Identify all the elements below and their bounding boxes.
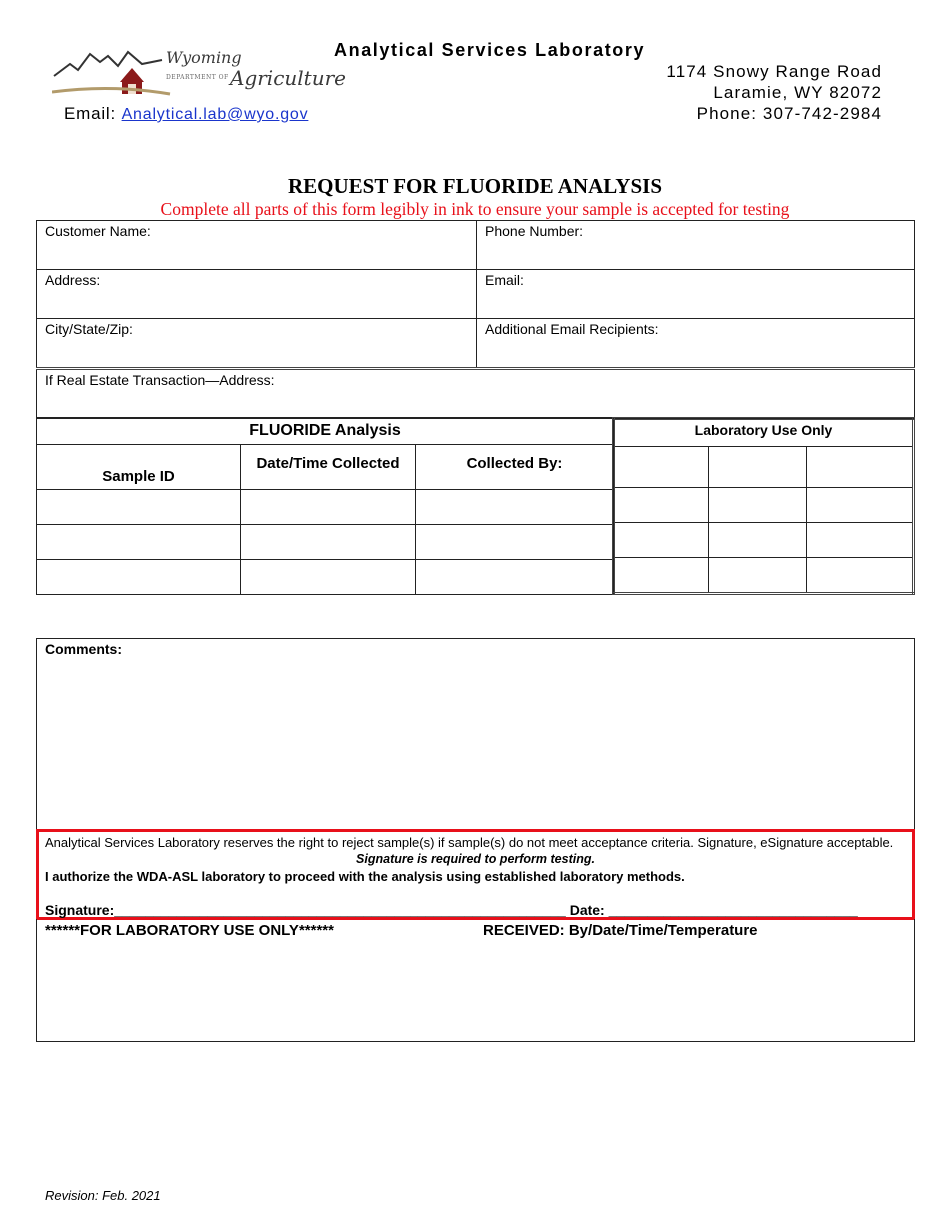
city-state-zip-field[interactable] [37, 319, 477, 369]
rejection-disclaimer: Analytical Services Laboratory reserves the right to reject sample(s) if sample(s) do not meet acceptance criteria. Signature, eSignature acceptable. [45, 835, 894, 850]
email-label: Email: [64, 104, 117, 123]
collected-by-cell[interactable] [416, 525, 614, 560]
sample-id-cell[interactable] [37, 560, 241, 595]
signature-required-note: Signature is required to perform testing. [356, 852, 595, 866]
email-line [64, 104, 308, 124]
phone-number: Phone: 307-742-2984 [696, 104, 882, 123]
customer-info-table [36, 220, 915, 419]
address-city: Laramie, WY 82072 [713, 83, 882, 102]
real-estate-address-field[interactable] [37, 369, 915, 419]
address-field[interactable] [37, 270, 477, 319]
date-time-cell[interactable] [241, 560, 416, 595]
fluoride-sample-table [36, 417, 614, 595]
signature-section [36, 829, 915, 920]
col-sample-id: Sample ID [37, 445, 241, 490]
date-time-cell[interactable] [241, 525, 416, 560]
fluoride-analysis-heading: FLUORIDE Analysis [37, 418, 614, 445]
form-title: REQUEST FOR FLUORIDE ANALYSIS [287, 174, 663, 198]
barn-mountain-icon [52, 42, 172, 98]
lab-cell [709, 558, 807, 594]
lab-cell [709, 523, 807, 558]
comments-label: Comments: [45, 641, 123, 657]
wyoming-agriculture-logo [52, 42, 346, 98]
date-time-cell[interactable] [241, 490, 416, 525]
lab-cell [807, 488, 914, 523]
signature-date-line[interactable]: Signature:__________________________________________________________ Date: ________________________________ [45, 902, 858, 918]
lab-cell [807, 447, 914, 488]
received-label: RECEIVED: By/Date/Time/Temperature [483, 922, 758, 939]
email-field-label: Email: [485, 272, 524, 288]
lab-cell [614, 558, 709, 594]
lab-name: Analytical Services Laboratory [334, 40, 646, 60]
laboratory-use-box [36, 919, 915, 1042]
email-link[interactable]: Analytical.lab@wyo.gov [121, 106, 309, 123]
lab-cell [709, 447, 807, 488]
col-date-time: Date/Time Collected [241, 445, 416, 490]
logo-department: DEPARTMENT OF [166, 74, 229, 81]
comments-box[interactable] [36, 638, 915, 830]
city-state-zip-label: City/State/Zip: [45, 321, 133, 337]
customer-name-label: Customer Name: [45, 223, 151, 239]
lab-cell [807, 558, 914, 594]
collected-by-cell[interactable] [416, 490, 614, 525]
additional-email-field[interactable] [477, 319, 915, 369]
collected-by-cell[interactable] [416, 560, 614, 595]
lab-cell [709, 488, 807, 523]
logo-agriculture: Agriculture [230, 66, 346, 90]
address-label: Address: [45, 272, 101, 288]
authorization-statement: I authorize the WDA-ASL laboratory to proceed with the analysis using established laboratory methods. [45, 869, 685, 884]
lab-cell [614, 488, 709, 523]
real-estate-address-label: If Real Estate Transaction—Address: [45, 372, 275, 388]
address-street: 1174 Snowy Range Road [666, 62, 882, 81]
sample-id-cell[interactable] [37, 525, 241, 560]
lab-cell [614, 523, 709, 558]
form-instructions: Complete all parts of this form legibly in ink to ensure your sample is accepted for testing [160, 199, 790, 219]
phone-number-label: Phone Number: [485, 223, 584, 239]
revision-date: Revision: Feb. 2021 [45, 1188, 161, 1203]
lab-cell [807, 523, 914, 558]
additional-email-label: Additional Email Recipients: [485, 321, 659, 337]
sample-id-cell[interactable] [37, 490, 241, 525]
logo-wyoming: Wyoming [166, 48, 242, 67]
lab-use-only-heading: Laboratory Use Only [614, 419, 914, 447]
phone-number-field[interactable] [477, 221, 915, 270]
lab-use-only-table [612, 417, 915, 595]
email-field[interactable] [477, 270, 915, 319]
col-collected-by: Collected By: [416, 445, 614, 490]
lab-use-label: ******FOR LABORATORY USE ONLY****** [45, 922, 334, 939]
customer-name-field[interactable] [37, 221, 477, 270]
lab-cell [614, 447, 709, 488]
